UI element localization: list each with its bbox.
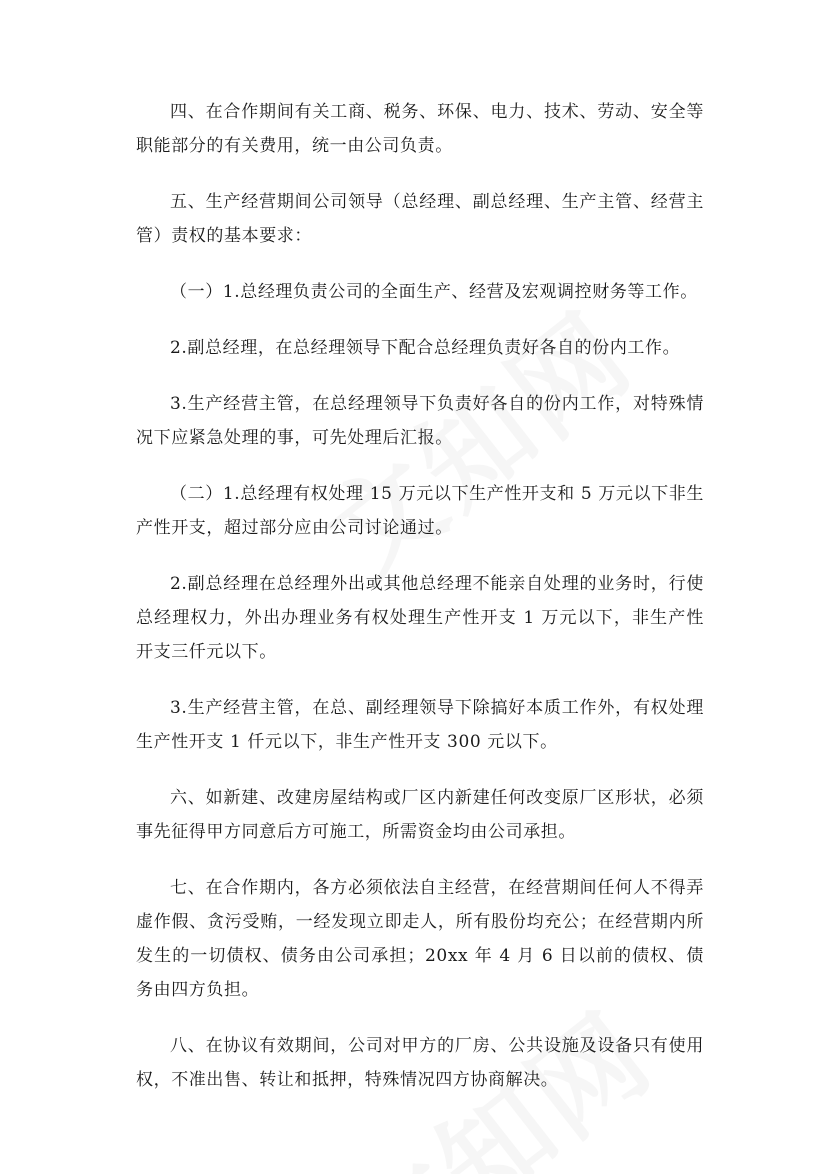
- paragraph-7: 七、在合作期内，各方必须依法自主经营，在经营期间任何人不得弄虚作假、贪污受贿，一经发现立即走人，所有股份均充公；在经营期内所发生的一切债权、债务由公司承担；20xx 年 4 月 6 日以前的债权、债务由四方负担。: [136, 878, 704, 1000]
- paragraph-5-1-1: （一）1.总经理负责公司的全面生产、经营及宏观调控财务等工作。: [170, 282, 698, 302]
- paragraph-5-2-1: （二）1.总经理有权处理 15 万元以下生产性开支和 5 万元以下非生产性开支，超过部分应由公司讨论通过。: [136, 484, 704, 538]
- paragraph-5-1-2: 2.副总经理，在总经理领导下配合总经理负责好各自的份内工作。: [170, 338, 681, 358]
- paragraph-5: 五、生产经营期间公司领导（总经理、副总经理、生产主管、经营主管）责权的基本要求：: [136, 192, 704, 246]
- document-body: [136, 95, 704, 1119]
- paragraph-5-2-2: 2.副总经理在总经理外出或其他总经理不能亲自处理的业务时，行使总经理权力，外出办理业务有权处理生产性开支 1 万元以下，非生产性开支三仟元以下。: [136, 574, 704, 662]
- paragraph-5-1-3: 3.生产经营主管，在总经理领导下负责好各自的份内工作，对特殊情况下应紧急处理的事，可先处理后汇报。: [136, 394, 704, 448]
- paragraph-5-2-3: 3.生产经营主管，在总、副经理领导下除搞好本质工作外，有权处理生产性开支 1 仟元以下，非生产性开支 300 元以下。: [136, 698, 704, 752]
- paragraph-8: 八、在协议有效期间，公司对甲方的厂房、公共设施及设备只有使用权，不准出售、转让和抵押，特殊情况四方协商解决。: [136, 1036, 704, 1090]
- paragraph-6: 六、如新建、改建房屋结构或厂区内新建任何改变原厂区形状，必须事先征得甲方同意后方可施工，所需资金均由公司承担。: [136, 788, 704, 842]
- paragraph-4: 四、在合作期间有关工商、税务、环保、电力、技术、劳动、安全等职能部分的有关费用，统一由公司负责。: [136, 102, 704, 156]
